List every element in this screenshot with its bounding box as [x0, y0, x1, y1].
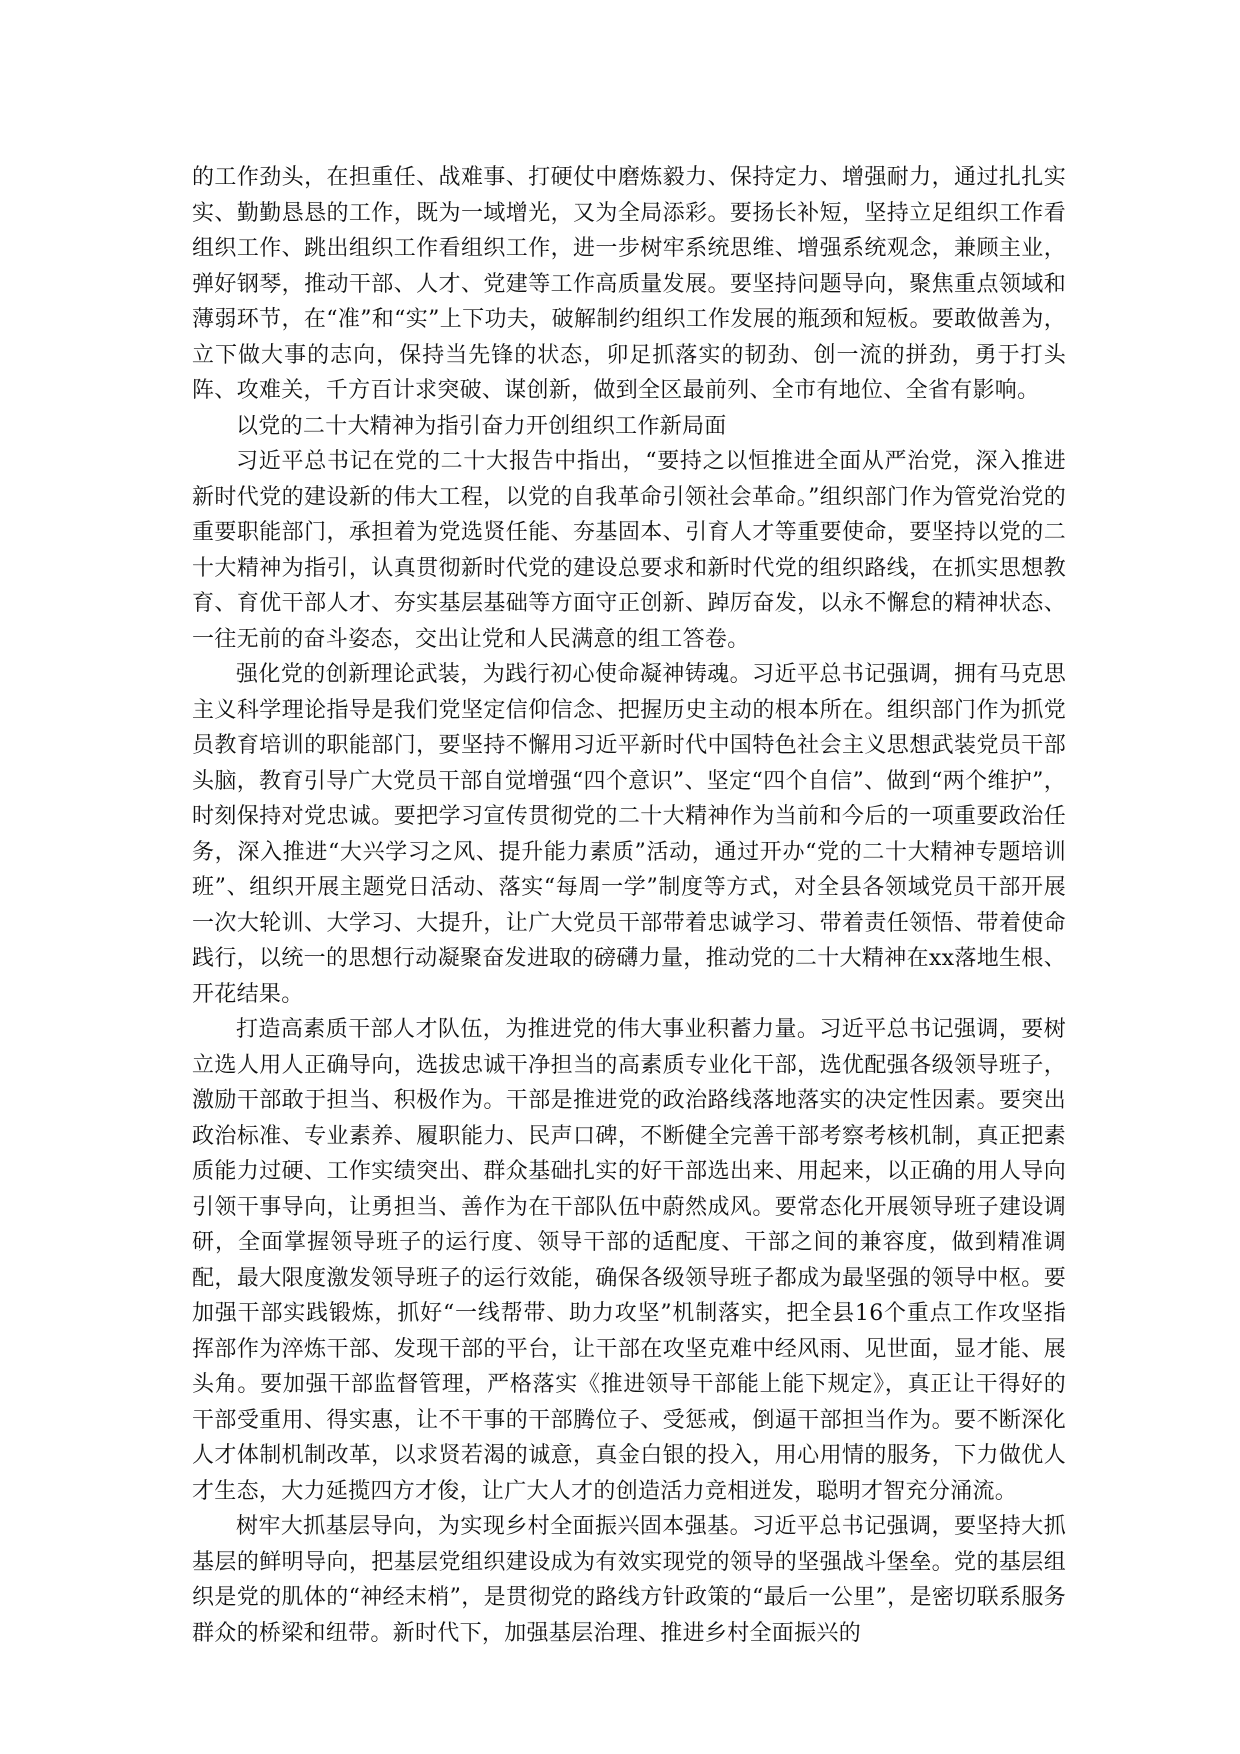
document-page [192, 160, 1066, 1651]
section-heading: 以党的二十大精神为指引奋力开创组织工作新局面 [236, 413, 727, 439]
paragraph-grassroots: 树牢大抓基层导向，为实现乡村全面振兴固本强基。习近平总书记强调，要坚持大抓基层的鲜明导向，把基层党组织建设成为有效实现党的领导的坚强战斗堡垒。党的基层组织是党的肌体的“神经末梢”，是贯彻党的路线方针政策的“最后一公里”，是密切联系服务群众的桥梁和纽带。新时代下，加强基层治理、推进乡村全面振兴的 [192, 1514, 1066, 1646]
paragraph-intro: 习近平总书记在党的二十大报告中指出，“要持之以恒推进全面从严治党，深入推进新时代党的建设新的伟大工程，以党的自我革命引领社会革命。”组织部门作为管党治党的重要职能部门，承担着为党选贤任能、夯基固本、引育人才等重要使命，要坚持以党的二十大精神为指引，认真贯彻新时代党的建设总要求和新时代党的组织路线，在抓实思想教育、育优干部人才、夯实基层基础等方面守正创新、踔厉奋发，以永不懈怠的精神状态、一往无前的奋斗姿态，交出让党和人民满意的组工答卷。 [192, 449, 1066, 652]
paragraph-theory: 强化党的创新理论武装，为践行初心使命凝神铸魂。习近平总书记强调，拥有马克思主义科学理论指导是我们党坚定信仰信念、把握历史主动的根本所在。组织部门作为抓党员教育培训的职能部门，要坚持不懈用习近平新时代中国特色社会主义思想武装党员干部头脑，教育引导广大党员干部自觉增强“四个意识”、坚定“四个自信”、做到“两个维护”，时刻保持对党忠诚。要把学习宣传贯彻党的二十大精神作为当前和今后的一项重要政治任务，深入推进“大兴学习之风、提升能力素质”活动，通过开办“党的二十大精神专题培训班”、组织开展主题党日活动、落实“每周一学”制度等方式，对全县各领域党员干部开展一次大轮训、大学习、大提升，让广大党员干部带着忠诚学习、带着责任领悟、带着使命践行，以统一的思想行动凝聚奋发进取的磅礴力量，推动党的二十大精神在xx落地生根、开花结果。 [192, 662, 1066, 1007]
paragraph-cadres: 打造高素质干部人才队伍，为推进党的伟大事业积蓄力量。习近平总书记强调，要树立选人用人正确导向，选拔忠诚干净担当的高素质专业化干部，选优配强各级领导班子，激励干部敢于担当、积极作为。干部是推进党的政治路线落地落实的决定性因素。要突出政治标准、专业素养、履职能力、民声口碑，不断健全完善干部考察考核机制，真正把素质能力过硬、工作实绩突出、群众基础扎实的好干部选出来、用起来，以正确的用人导向引领干事导向，让勇担当、善作为在干部队伍中蔚然成风。要常态化开展领导班子建设调研，全面掌握领导班子的运行度、领导干部的适配度、干部之间的兼容度，做到精准调配，最大限度激发领导班子的运行效能，确保各级领导班子都成为最坚强的领导中枢。要加强干部实践锻炼，抓好“一线帮带、助力攻坚”机制落实，把全县16个重点工作攻坚指挥部作为淬炼干部、发现干部的平台，让干部在攻坚克难中经风雨、见世面，显才能、展头角。要加强干部监督管理，严格落实《推进领导干部能上能下规定》，真正让干得好的干部受重用、得实惠，让不干事的干部腾位子、受惩戒，倒逼干部担当作为。要不断深化人才体制机制改革，以求贤若渴的诚意，真金白银的投入，用心用情的服务，下力做优人才生态，大力延揽四方才俊，让广大人才的创造活力竞相迸发，聪明才智充分涌流。 [192, 1017, 1066, 1504]
paragraph-continued: 的工作劲头，在担重任、战难事、打硬仗中磨炼毅力、保持定力、增强耐力，通过扎扎实实、勤勤恳恳的工作，既为一域增光，又为全局添彩。要扬长补短，坚持立足组织工作看组织工作、跳出组织工作看组织工作，进一步树牢系统思维、增强系统观念，兼顾主业，弹好钢琴，推动干部、人才、党建等工作高质量发展。要坚持问题导向，聚焦重点领域和薄弱环节，在“准”和“实”上下功夫，破解制约组织工作发展的瓶颈和短板。要敢做善为，立下做大事的志向，保持当先锋的状态，卯足抓落实的韧劲、创一流的拼劲，勇于打头阵、攻难关，千方百计求突破、谋创新，做到全区最前列、全市有地位、全省有影响。 [192, 165, 1066, 403]
